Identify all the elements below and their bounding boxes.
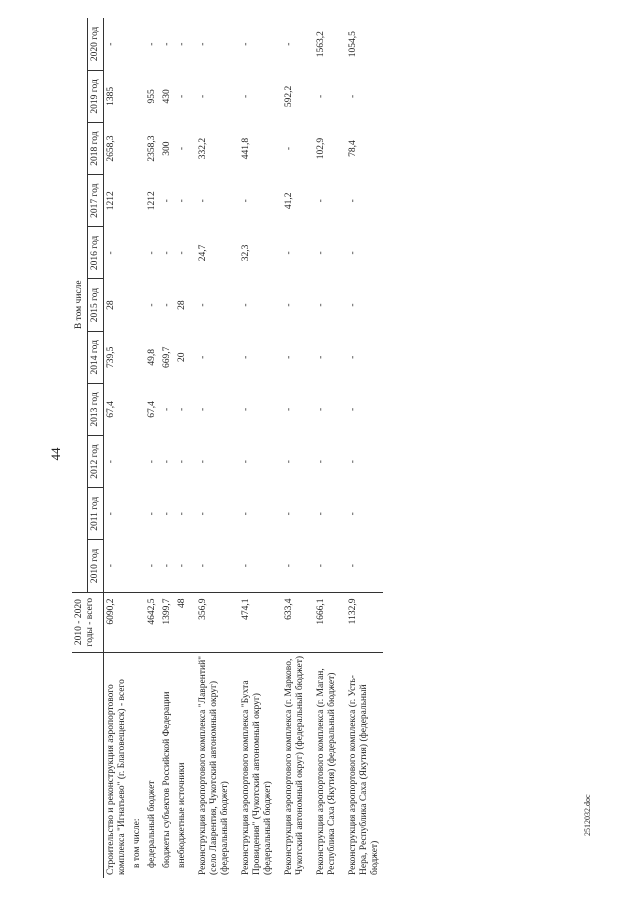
row-value: - bbox=[348, 460, 358, 464]
row-value: 49,8 bbox=[147, 348, 157, 366]
row-value: 592,2 bbox=[284, 85, 294, 108]
row-value: - bbox=[316, 512, 326, 516]
row-value: 20 bbox=[177, 352, 187, 363]
row-value: - bbox=[198, 303, 208, 307]
row-value bbox=[130, 540, 145, 592]
row-value bbox=[130, 18, 145, 70]
row-value: - bbox=[198, 355, 208, 359]
table-row bbox=[276, 18, 308, 878]
row-value bbox=[130, 331, 145, 383]
row-value: - bbox=[162, 303, 172, 307]
row-value bbox=[130, 227, 145, 279]
row-value: 739,5 bbox=[106, 346, 116, 368]
row-value: 300 bbox=[162, 141, 172, 156]
row-total: 6090,2 bbox=[104, 592, 131, 652]
row-label: Реконструкция аэропортового комплекса "Лаврентий" (село Лаврентия, Чукотский автономный округ) (федеральный бюджет) bbox=[190, 652, 233, 878]
row-value: 1054,5 bbox=[348, 31, 358, 58]
row-value: - bbox=[348, 407, 358, 412]
table-row bbox=[130, 18, 145, 878]
row-value: - bbox=[284, 512, 294, 516]
row-value: 955 bbox=[147, 89, 157, 104]
row-value bbox=[130, 279, 145, 331]
header-year: 2012 год bbox=[88, 436, 104, 488]
row-value: - bbox=[147, 42, 157, 46]
row-value: 430 bbox=[162, 89, 172, 104]
row-value: - bbox=[147, 564, 157, 568]
row-value: - bbox=[284, 251, 294, 255]
row-value: - bbox=[348, 199, 358, 203]
row-label: Реконструкция аэропортового комплекса (г. Марково, Чукотский автономный округ) (федеральный бюджет) bbox=[276, 652, 308, 878]
row-label: Строительство и реконструкция аэропортового комплекса "Игнатьево" (г. Благовещенск) - всего bbox=[104, 652, 131, 878]
row-value: - bbox=[162, 407, 172, 412]
row-value: - bbox=[177, 42, 187, 46]
row-value: - bbox=[316, 303, 326, 307]
row-value: - bbox=[241, 355, 251, 359]
header-year: 2020 год bbox=[88, 18, 104, 70]
row-value: - bbox=[316, 564, 326, 568]
row-value: - bbox=[348, 355, 358, 359]
row-value: - bbox=[177, 251, 187, 255]
row-value: 2658,3 bbox=[106, 135, 116, 162]
row-value: - bbox=[284, 303, 294, 307]
row-value: - bbox=[162, 251, 172, 255]
row-value: - bbox=[284, 460, 294, 464]
row-value: - bbox=[162, 460, 172, 464]
row-value: - bbox=[241, 42, 251, 46]
row-value: - bbox=[162, 199, 172, 203]
row-value: - bbox=[316, 199, 326, 203]
row-value: 102,9 bbox=[316, 137, 326, 160]
row-value: - bbox=[177, 199, 187, 203]
row-total bbox=[130, 592, 145, 652]
row-value: - bbox=[177, 146, 187, 151]
row-value: - bbox=[316, 355, 326, 359]
table-row bbox=[308, 18, 340, 878]
table-row bbox=[145, 18, 160, 878]
row-value: 28 bbox=[177, 300, 187, 310]
row-value: 332,2 bbox=[198, 137, 208, 160]
row-value: - bbox=[198, 94, 208, 98]
row-value: 32,3 bbox=[241, 244, 251, 262]
header-year: 2019 год bbox=[88, 70, 104, 122]
row-value: - bbox=[316, 251, 326, 255]
row-value: - bbox=[241, 407, 251, 412]
row-value: - bbox=[348, 564, 358, 568]
row-value: - bbox=[284, 407, 294, 412]
row-total: 4642,5 bbox=[145, 592, 160, 652]
row-value bbox=[130, 122, 145, 174]
row-value: - bbox=[198, 199, 208, 203]
header-year: 2013 год bbox=[88, 383, 104, 435]
row-value: 67,4 bbox=[106, 401, 116, 418]
row-total: 1399,7 bbox=[160, 592, 175, 652]
row-value: - bbox=[241, 303, 251, 307]
row-total: 1132,9 bbox=[340, 592, 383, 652]
row-value: - bbox=[284, 42, 294, 46]
header-year: 2011 год bbox=[88, 488, 104, 540]
table-row bbox=[190, 18, 233, 878]
row-value: - bbox=[316, 460, 326, 464]
row-value: - bbox=[177, 407, 187, 412]
row-value: - bbox=[198, 512, 208, 516]
row-total: 48 bbox=[175, 592, 190, 652]
funding-table-container bbox=[72, 18, 542, 878]
row-value: - bbox=[162, 512, 172, 516]
row-value: 41,2 bbox=[284, 192, 294, 210]
row-value: 1385 bbox=[106, 86, 116, 106]
row-value: - bbox=[177, 564, 187, 568]
row-value bbox=[130, 488, 145, 540]
row-value bbox=[130, 436, 145, 488]
row-value: 28 bbox=[106, 300, 116, 310]
row-label: в том числе: bbox=[130, 652, 145, 878]
row-value: - bbox=[106, 512, 116, 516]
row-value: - bbox=[316, 94, 326, 98]
footer-file-code: 2512032.doc bbox=[583, 794, 592, 836]
row-value: 67,4 bbox=[147, 401, 157, 418]
row-value: - bbox=[162, 42, 172, 46]
row-value: - bbox=[106, 42, 116, 46]
row-value: - bbox=[106, 564, 116, 568]
header-row-group bbox=[72, 18, 88, 878]
row-value: - bbox=[348, 251, 358, 255]
row-value: 669,7 bbox=[162, 346, 172, 368]
row-value: - bbox=[316, 407, 326, 412]
row-value: - bbox=[241, 460, 251, 464]
header-group: В том числе bbox=[72, 18, 88, 592]
row-value: - bbox=[177, 460, 187, 464]
row-value: - bbox=[177, 94, 187, 98]
row-value: - bbox=[162, 564, 172, 568]
header-year: 2018 год bbox=[88, 122, 104, 174]
row-value: - bbox=[348, 512, 358, 516]
row-label: Реконструкция аэропортового комплекса "Бухта Провидения" (Чукотский автономный округ) (федеральный бюджет) bbox=[233, 652, 276, 878]
row-value bbox=[130, 175, 145, 227]
row-value: - bbox=[147, 251, 157, 255]
table-row bbox=[175, 18, 190, 878]
row-value: 2358,3 bbox=[147, 135, 157, 162]
header-label-column bbox=[72, 652, 104, 878]
row-value: - bbox=[147, 303, 157, 307]
row-value: - bbox=[348, 94, 358, 98]
row-label: Реконструкция аэропортового комплекса (г. Маган, Республика Саха (Якутия) (федеральный бюджет) bbox=[308, 652, 340, 878]
row-value: - bbox=[198, 42, 208, 46]
row-value: - bbox=[147, 460, 157, 464]
row-value: - bbox=[241, 512, 251, 516]
row-value: 1212 bbox=[106, 191, 116, 211]
header-year: 2014 год bbox=[88, 331, 104, 383]
row-value: - bbox=[177, 512, 187, 516]
row-total: 356,9 bbox=[190, 592, 233, 652]
row-value: 441,8 bbox=[241, 137, 251, 160]
funding-table bbox=[72, 18, 383, 878]
row-label: внебюджетные источники bbox=[175, 652, 190, 878]
row-value: - bbox=[106, 460, 116, 464]
table-body bbox=[104, 18, 384, 878]
row-label: Реконструкция аэропортового комплекса (г. Усть-Нера, Республика Саха (Якутия) (федеральный бюджет) bbox=[340, 652, 383, 878]
row-value: 24,7 bbox=[198, 244, 208, 262]
table-row bbox=[233, 18, 276, 878]
row-label: федеральный бюджет bbox=[145, 652, 160, 878]
row-label: бюджеты субъектов Российской Федерации bbox=[160, 652, 175, 878]
row-total: 633,4 bbox=[276, 592, 308, 652]
row-value: - bbox=[284, 564, 294, 568]
table-row bbox=[340, 18, 383, 878]
row-value: - bbox=[284, 146, 294, 151]
row-value bbox=[130, 383, 145, 435]
table-row bbox=[160, 18, 175, 878]
table-row bbox=[104, 18, 131, 878]
header-year: 2010 год bbox=[88, 540, 104, 592]
row-value: - bbox=[106, 251, 116, 255]
row-value: - bbox=[147, 512, 157, 516]
header-year: 2015 год bbox=[88, 279, 104, 331]
row-value: - bbox=[241, 564, 251, 568]
row-value: - bbox=[241, 94, 251, 98]
row-total: 1666,1 bbox=[308, 592, 340, 652]
header-year: 2017 год bbox=[88, 175, 104, 227]
row-value: - bbox=[198, 460, 208, 464]
row-value: - bbox=[198, 407, 208, 412]
row-value bbox=[130, 70, 145, 122]
row-value: - bbox=[198, 564, 208, 568]
row-value: 78,4 bbox=[348, 140, 358, 157]
header-total: 2010 - 2020 годы - всего bbox=[72, 592, 104, 652]
row-total: 474,1 bbox=[233, 592, 276, 652]
row-value: - bbox=[241, 199, 251, 203]
row-value: - bbox=[348, 303, 358, 307]
row-value: 1212 bbox=[147, 191, 157, 211]
row-value: - bbox=[284, 355, 294, 359]
page-number: 44 bbox=[48, 447, 63, 461]
row-value: 1563,2 bbox=[316, 31, 326, 58]
header-year: 2016 год bbox=[88, 227, 104, 279]
